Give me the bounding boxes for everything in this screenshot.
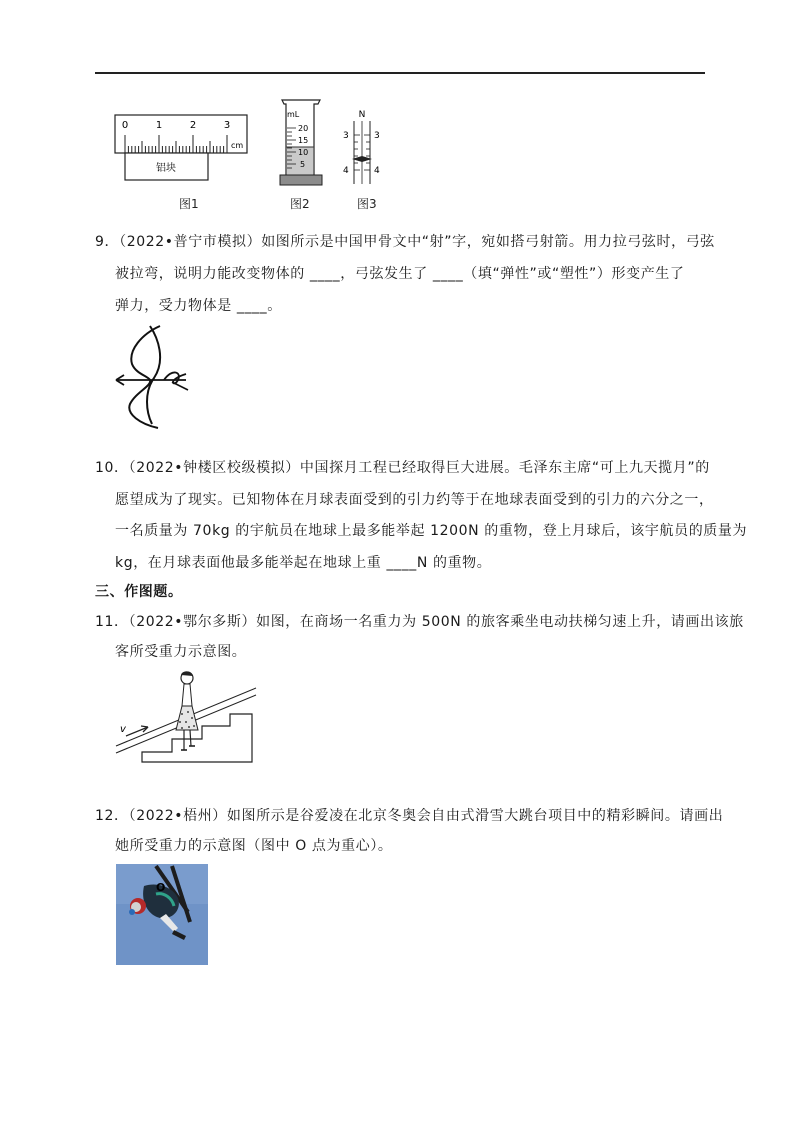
figure-1-ruler <box>110 110 255 185</box>
q11-line-2: 客所受重力示意图。 <box>115 644 247 660</box>
figure-3-spring-scale <box>338 108 388 186</box>
ruler-tick-1: 1 <box>155 120 163 131</box>
q11-line-1: 11．（2022•鄂尔多斯）如图，在商场一名重力为 500N 的旅客乘坐电动扶梯匀速上升，请画出该旅 <box>95 614 744 630</box>
cylinder-unit: mL <box>287 110 300 119</box>
scale-tick-right-3: 3 <box>374 131 380 141</box>
ruler-unit: cm <box>231 141 244 150</box>
center-of-gravity-label: O <box>156 881 166 894</box>
q9-line-3: 弹力，受力物体是 ____。 <box>115 298 282 314</box>
ruler-tick-3: 3 <box>223 120 231 131</box>
q12-line-2: 她所受重力的示意图（图中 O 点为重心）。 <box>115 838 393 854</box>
ski-jump-photo <box>116 864 208 965</box>
header-rule <box>95 72 705 74</box>
block-label: 铝块 <box>156 163 176 174</box>
cylinder-tick-20: 20 <box>298 124 309 133</box>
q10-line-4: kg，在月球表面他最多能举起在地球上重 ____N 的重物。 <box>115 555 492 571</box>
escalator-figure <box>112 666 262 766</box>
ruler-tick-2: 2 <box>189 120 197 131</box>
oracle-bone-shoot-figure <box>112 320 197 432</box>
scale-unit: N <box>358 110 366 120</box>
q10-line-1: 10．（2022•钟楼区校级模拟）中国探月工程已经取得巨大进展。毛泽东主席“可上九天揽月”的 <box>95 460 710 476</box>
ruler-tick-0: 0 <box>121 120 129 131</box>
scale-tick-left-3: 3 <box>343 131 349 141</box>
scale-tick-right-4: 4 <box>374 166 380 176</box>
figure-3-caption: 图3 <box>357 197 377 211</box>
cylinder-tick-15: 15 <box>298 136 309 145</box>
figure-1-caption: 图1 <box>179 197 199 211</box>
section-title: 三、作图题。 <box>95 584 183 600</box>
q9-line-2: 被拉弯，说明力能改变物体的 ____，弓弦发生了 ____（填“弹性”或“塑性”）形变产生了 <box>115 266 685 282</box>
q10-line-2: 愿望成为了现实。已知物体在月球表面受到的引力约等于在地球表面受到的引力的六分之一， <box>115 492 714 508</box>
figure-2-cylinder <box>278 97 324 189</box>
q9-line-1: 9．（2022•普宁市模拟）如图所示是中国甲骨文中“射”字，宛如搭弓射箭。用力拉弓弦时，弓弦 <box>95 234 715 250</box>
q10-line-3: 一名质量为 70kg 的宇航员在地球上最多能举起 1200N 的重物，登上月球后，该宇航员的质量为 <box>115 523 748 539</box>
figure-2-caption: 图2 <box>290 197 310 211</box>
q12-line-1: 12．（2022•梧州）如图所示是谷爱凌在北京冬奥会自由式滑雪大跳台项目中的精彩瞬间。请画出 <box>95 808 724 824</box>
scale-tick-left-4: 4 <box>343 166 349 176</box>
cylinder-tick-10: 10 <box>298 148 309 157</box>
cylinder-tick-5: 5 <box>300 160 306 169</box>
velocity-label: v <box>120 724 126 735</box>
